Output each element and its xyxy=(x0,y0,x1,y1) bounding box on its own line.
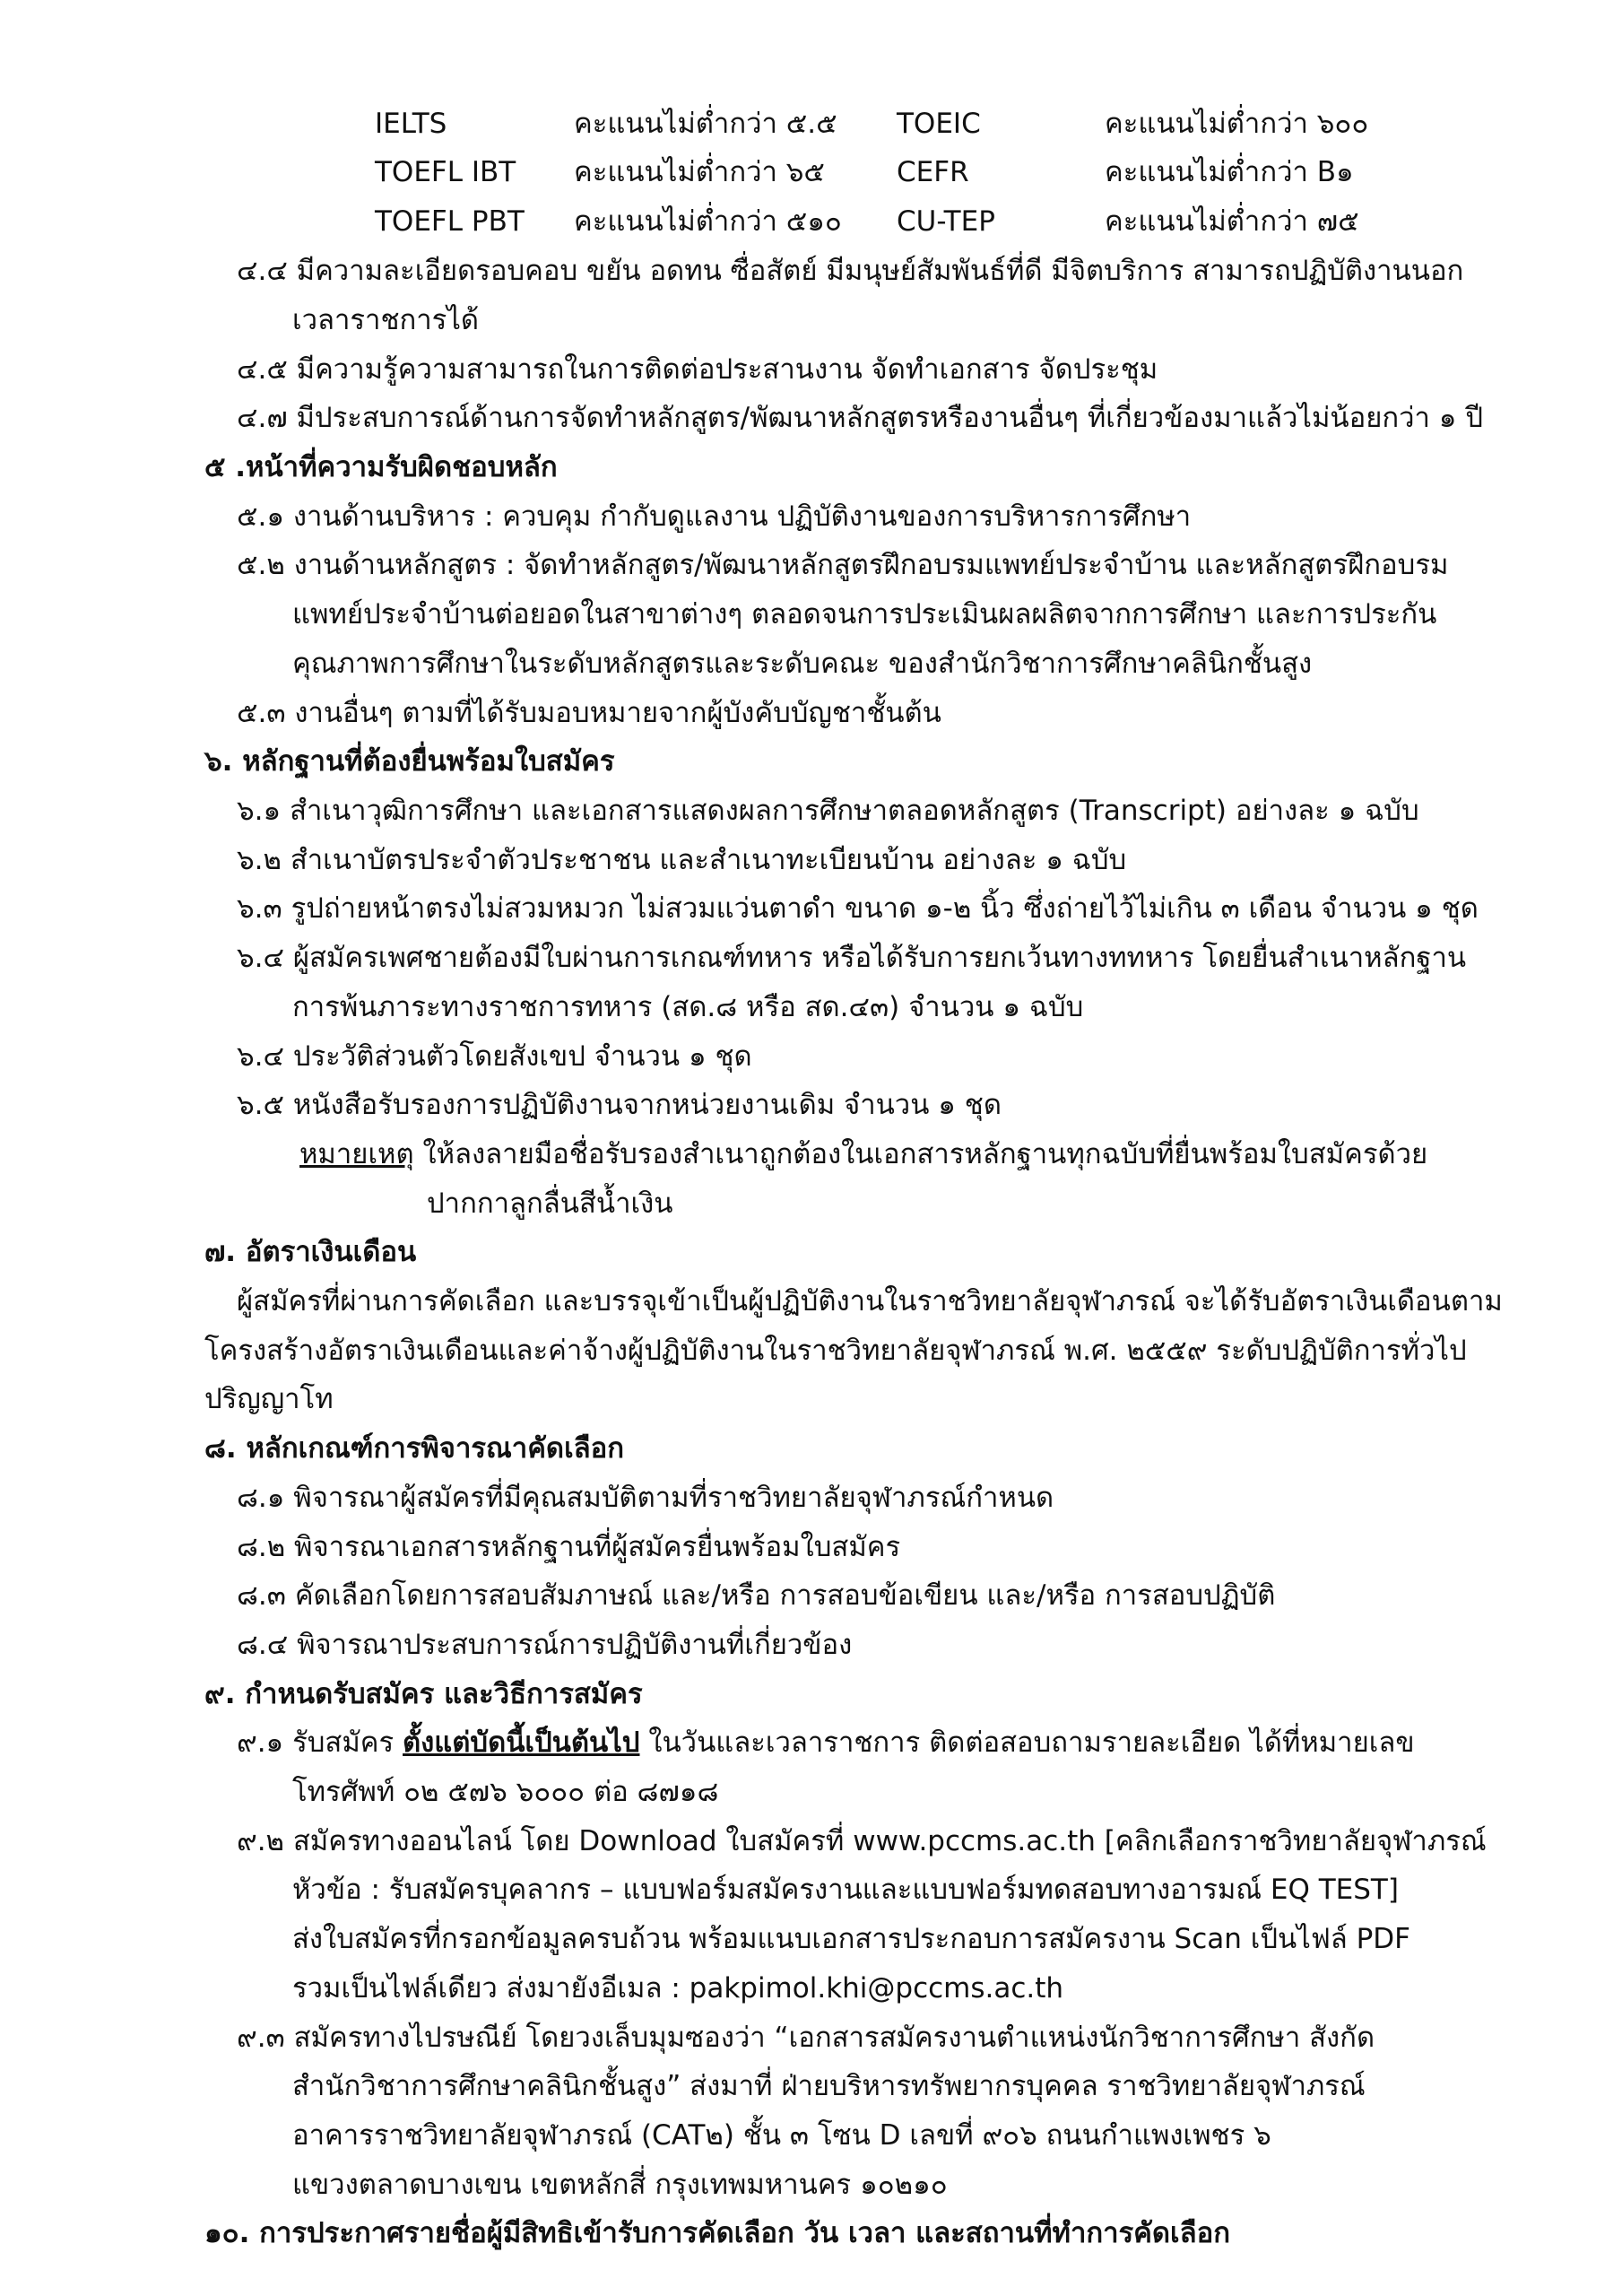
test-name: CU-TEP xyxy=(897,205,995,238)
criteria-8-2: ๘.๒ พิจารณาเอกสารหลักฐานที่ผู้สมัครยื่นพร้อมใบสมัคร xyxy=(237,1531,901,1563)
test-name: CEFR xyxy=(897,156,969,188)
document-6-1: ๖.๑ สำเนาวุฒิการศึกษา และเอกสารแสดงผลการศึกษาตลอดหลักสูตร (Transcript) อย่างละ ๑ ฉบับ xyxy=(237,795,1419,827)
apply-9-2-cont: ส่งใบสมัครที่กรอกข้อมูลครบถ้วน พร้อมแนบเอกสารประกอบการสมัครงาน Scan เป็นไฟล์ PDF xyxy=(292,1923,1411,1955)
salary-paragraph: ผู้สมัครที่ผ่านการคัดเลือก และบรรจุเข้าเป็นผู้ปฏิบัติงานในราชวิทยาลัยจุฬาภรณ์ จะได้รับอัตราเงินเดือนตาม xyxy=(237,1285,1503,1318)
salary-paragraph-cont: ปริญญาโท xyxy=(204,1383,334,1415)
test-name: TOEFL IBT xyxy=(375,156,516,188)
apply-9-3: ๙.๓ สมัครทางไปรษณีย์ โดยวงเล็บมุมซองว่า “เอกสารสมัครงานตำแหน่งนักวิชาการศึกษา สังกัด xyxy=(237,2022,1375,2054)
test-requirement: คะแนนไม่ต่ำกว่า ๖๐๐ xyxy=(1105,108,1369,140)
note-label: หมายเหตุ xyxy=(299,1138,414,1170)
section-8-heading: ๘. หลักเกณฑ์การพิจารณาคัดเลือก xyxy=(204,1432,625,1465)
test-requirement: คะแนนไม่ต่ำกว่า ๗๕ xyxy=(1105,205,1359,238)
section-5-heading: ๕ .หน้าที่ความรับผิดชอบหลัก xyxy=(204,451,558,483)
apply-9-2-cont: หัวข้อ : รับสมัครบุคลากร – แบบฟอร์มสมัครงานและแบบฟอร์มทดสอบทางอารมณ์ EQ TEST] xyxy=(292,1874,1399,1906)
duty-5-2-cont: แพทย์ประจำบ้านต่อยอดในสาขาต่างๆ ตลอดจนการประเมินผลผลิตจากการศึกษา และการประกัน xyxy=(292,598,1437,631)
salary-paragraph-cont: โครงสร้างอัตราเงินเดือนและค่าจ้างผู้ปฏิบัติงานในราชวิทยาลัยจุฬาภรณ์ พ.ศ. ๒๕๕๙ ระดับปฏิบัติการทั่วไป xyxy=(204,1335,1467,1367)
apply-9-3-cont: สำนักวิชาการศึกษาคลินิกชั้นสูง” ส่งมาที่ ฝ่ายบริหารทรัพยากรบุคคล ราชวิทยาลัยจุฬาภรณ์ xyxy=(292,2070,1366,2102)
apply-9-1-suffix: ในวันและเวลาราชการ ติดต่อสอบถามรายละเอียด ได้ที่หมายเลข xyxy=(639,1726,1415,1759)
section-10-heading: ๑๐. การประกาศรายชื่อผู้มีสิทธิเข้ารับการคัดเลือก วัน เวลา และสถานที่ทำการคัดเลือก xyxy=(204,2217,1231,2249)
note-line-cont: ปากกาลูกลื่นสีน้ำเงิน xyxy=(427,1187,673,1220)
apply-9-1-prefix: ๙.๑ รับสมัคร xyxy=(237,1726,403,1759)
apply-9-2: ๙.๒ สมัครทางออนไลน์ โดย Download ใบสมัครที่ www.pccms.ac.th [คลิกเลือกราชวิทยาลัยจุฬาภรณ์ xyxy=(237,1825,1487,1857)
apply-9-3-cont: แขวงตลาดบางเขน เขตหลักสี่ กรุงเทพมหานคร ๑๐๒๑๐ xyxy=(292,2169,948,2201)
qualification-4-4-cont: เวลาราชการได้ xyxy=(292,304,480,336)
document-6-2: ๖.๒ สำเนาบัตรประจำตัวประชาชน และสำเนาทะเบียนบ้าน อย่างละ ๑ ฉบับ xyxy=(237,844,1127,876)
note-line xyxy=(299,1136,1427,1172)
qualification-4-5: ๔.๕ มีความรู้ความสามารถในการติดต่อประสานงาน จัดทำเอกสาร จัดประชุม xyxy=(237,353,1158,386)
test-name: TOEIC xyxy=(897,108,981,140)
apply-9-3-cont: อาคารราชวิทยาลัยจุฬาภรณ์ (CAT๒) ชั้น ๓ โซน D เลขที่ ๙๐๖ ถนนกำแพงเพชร ๖ xyxy=(292,2119,1271,2152)
document-6-4-cont: การพ้นภาระทางราชการทหาร (สด.๘ หรือ สด.๔๓) จำนวน ๑ ฉบับ xyxy=(292,991,1084,1023)
duty-5-2-cont: คุณภาพการศึกษาในระดับหลักสูตรและระดับคณะ ของสำนักวิชาการศึกษาคลินิกชั้นสูง xyxy=(292,648,1313,680)
document-6-5: ๖.๕ หนังสือรับรองการปฏิบัติงานจากหน่วยงานเดิม จำนวน ๑ ชุด xyxy=(237,1089,1002,1121)
test-name: TOEFL PBT xyxy=(375,205,525,238)
qualification-4-4: ๔.๔ มีความละเอียดรอบคอบ ขยัน อดทน ซื่อสัตย์ มีมนุษย์สัมพันธ์ที่ดี มีจิตบริการ สามารถปฏิบัติงานนอก xyxy=(237,255,1464,287)
test-requirement: คะแนนไม่ต่ำกว่า ๕.๕ xyxy=(574,108,837,140)
test-requirement: คะแนนไม่ต่ำกว่า ๕๑๐ xyxy=(574,205,842,238)
document-6-4b: ๖.๔ ประวัติส่วนตัวโดยสังเขป จำนวน ๑ ชุด xyxy=(237,1040,752,1073)
apply-9-1 xyxy=(237,1725,1415,1761)
section-7-heading: ๗. อัตราเงินเดือน xyxy=(204,1236,417,1268)
apply-9-2-email: รวมเป็นไฟล์เดียว ส่งมายังอีเมล : pakpimol.khi@pccms.ac.th xyxy=(292,1972,1064,2005)
test-name: IELTS xyxy=(375,108,447,140)
document-6-3: ๖.๓ รูปถ่ายหน้าตรงไม่สวมหมวก ไม่สวมแว่นตาดำ ขนาด ๑-๒ นิ้ว ซึ่งถ่ายไว้ไม่เกิน ๓ เดือน จำนวน ๑ ชุด xyxy=(237,892,1479,925)
apply-9-1-period: ตั้งแต่บัดนี้เป็นต้นไป xyxy=(403,1726,640,1759)
criteria-8-1: ๘.๑ พิจารณาผู้สมัครที่มีคุณสมบัติตามที่ราชวิทยาลัยจุฬาภรณ์กำหนด xyxy=(237,1482,1054,1514)
section-9-heading: ๙. กำหนดรับสมัคร และวิธีการสมัคร xyxy=(204,1678,643,1710)
apply-9-1-phone: โทรศัพท์ ๐๒ ๕๗๖ ๖๐๐๐ ต่อ ๘๗๑๘ xyxy=(292,1776,719,1808)
note-text: ให้ลงลายมือชื่อรับรองสำเนาถูกต้องในเอกสารหลักฐานทุกฉบับที่ยื่นพร้อมใบสมัครด้วย xyxy=(413,1138,1428,1170)
duty-5-3: ๕.๓ งานอื่นๆ ตามที่ได้รับมอบหมายจากผู้บังคับบัญชาชั้นต้น xyxy=(237,697,941,729)
document-6-4: ๖.๔ ผู้สมัครเพศชายต้องมีใบผ่านการเกณฑ์ทหาร หรือได้รับการยกเว้นทางททหาร โดยยื่นสำเนาหลักฐาน xyxy=(237,942,1467,974)
criteria-8-4: ๘.๔ พิจารณาประสบการณ์การปฏิบัติงานที่เกี่ยวข้อง xyxy=(237,1629,853,1661)
criteria-8-3: ๘.๓ คัดเลือกโดยการสอบสัมภาษณ์ และ/หรือ การสอบข้อเขียน และ/หรือ การสอบปฏิบัติ xyxy=(237,1579,1276,1612)
test-requirement: คะแนนไม่ต่ำกว่า ๖๕ xyxy=(574,156,825,188)
duty-5-1: ๕.๑ งานด้านบริหาร : ควบคุม กำกับดูแลงาน ปฏิบัติงานของการบริหารการศึกษา xyxy=(237,500,1192,533)
section-6-heading: ๖. หลักฐานที่ต้องยื่นพร้อมใบสมัคร xyxy=(204,745,615,778)
duty-5-2: ๕.๒ งานด้านหลักสูตร : จัดทำหลักสูตร/พัฒนาหลักสูตรฝึกอบรมแพทย์ประจำบ้าน และหลักสูตรฝึกอบรม xyxy=(237,549,1449,581)
test-requirement: คะแนนไม่ต่ำกว่า B๑ xyxy=(1105,156,1354,188)
qualification-4-7: ๔.๗ มีประสบการณ์ด้านการจัดทำหลักสูตร/พัฒนาหลักสูตรหรืองานอื่นๆ ที่เกี่ยวข้องมาแล้วไม่น้อยกว่า ๑ ปี xyxy=(237,402,1484,434)
